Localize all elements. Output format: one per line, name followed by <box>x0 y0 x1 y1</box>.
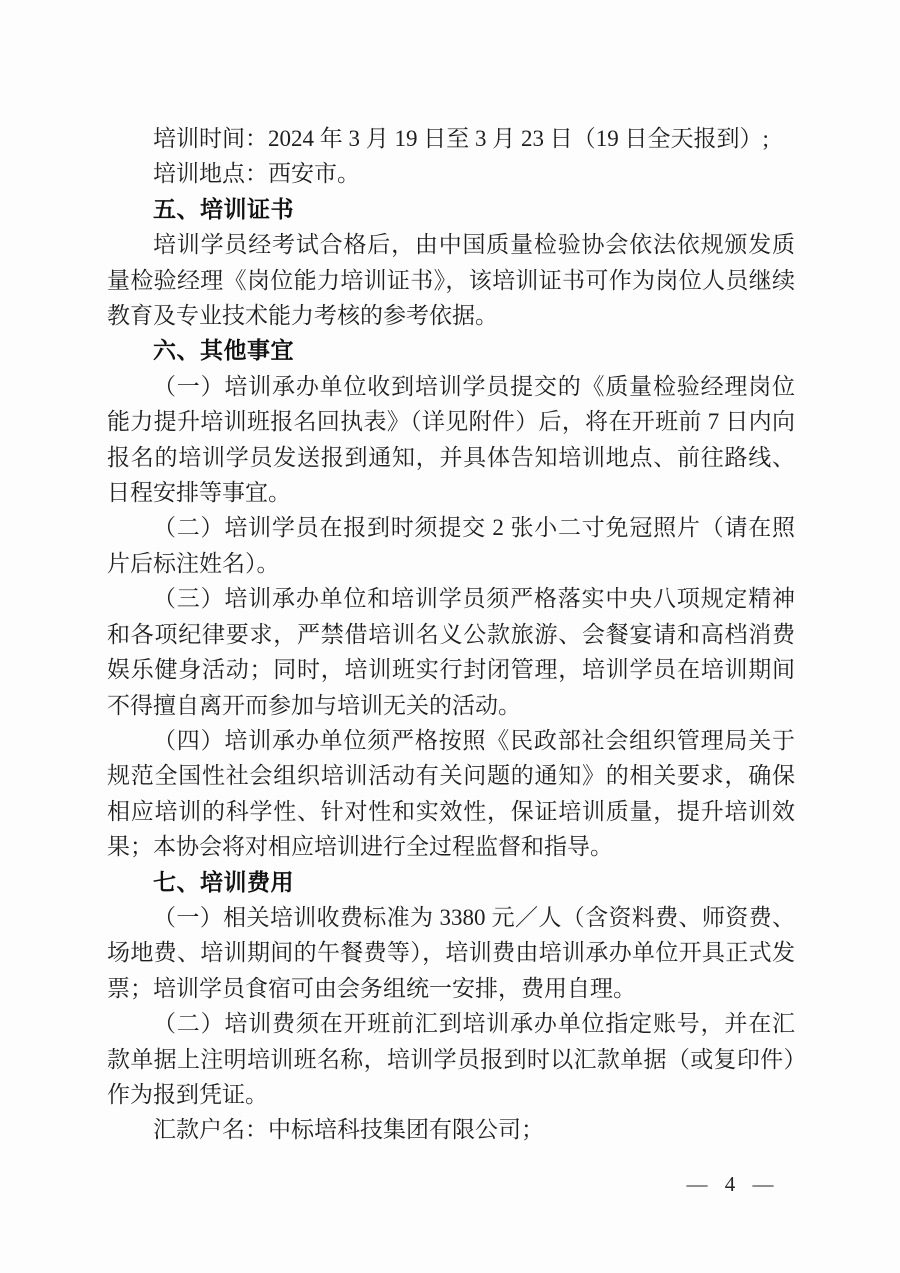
line-remittance-account-name: 汇款户名：中标培科技集团有限公司； <box>153 1117 544 1143</box>
para-item-4-regulations: （四）培训承办单位须严格按照《民政部社会组织管理局关于规范全国性社会组织培训活动有关问题的通知》的相关要求，确保相应培训的科学性、针对性和实效性，保证培训质量，提升培训效果；本协会将对相应培训进行全过程监督和指导。 <box>107 727 795 860</box>
para-item-2-photos: （二）培训学员在报到时须提交 2 张小二寸免冠照片（请在照片后标注姓名）。 <box>107 515 795 576</box>
para-fee-payment: （二）培训费须在开班前汇到培训承办单位指定账号，并在汇款单据上注明培训班名称，培训学员报到时以汇款单据（或复印件）作为报到凭证。 <box>107 1011 795 1107</box>
page-number: — 4 — <box>686 1172 780 1196</box>
line-training-location: 培训地点：西安市。 <box>153 161 360 187</box>
document-body <box>107 121 795 1148</box>
heading-section-6-other: 六、其他事宜 <box>153 337 294 364</box>
line-training-time: 培训时间：2024 年 3 月 19 日至 3 月 23 日（19 日全天报到）; <box>153 126 769 151</box>
para-item-1-registration: （一）培训承办单位收到培训学员提交的《质量检验经理岗位能力提升培训班报名回执表》（详见附件）后，将在开班前 7 日内向报名的培训学员发送报到通知，并具体告知培训地点、前往路线、日程安排等事宜。 <box>107 373 795 506</box>
para-item-3-discipline: （三）培训承办单位和培训学员须严格落实中央八项规定精神和各项纪律要求，严禁借培训名义公款旅游、会餐宴请和高档消费娱乐健身活动；同时，培训班实行封闭管理，培训学员在培训期间不得擅自离开而参加与培训无关的活动。 <box>107 586 795 718</box>
para-fee-standard: （一）相关培训收费标准为 3380 元／人（含资料费、师资费、场地费、培训期间的午餐费等），培训费由培训承办单位开具正式发票；培训学员食宿可由会务组统一安排，费用自理。 <box>107 904 795 1001</box>
para-certificate-issuance: 培训学员经考试合格后，由中国质量检验协会依法依规颁发质量检验经理《岗位能力培训证书》，该培训证书可作为岗位人员继续教育及专业技术能力考核的参考依据。 <box>107 232 795 329</box>
heading-section-7-fees: 七、培训费用 <box>153 868 294 895</box>
heading-section-5-certificate: 五、培训证书 <box>153 195 294 222</box>
